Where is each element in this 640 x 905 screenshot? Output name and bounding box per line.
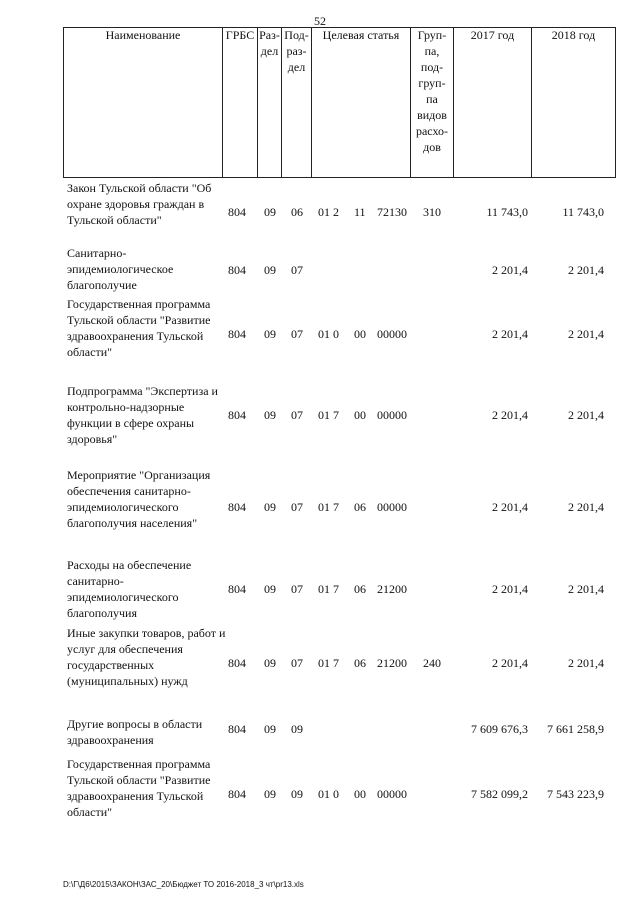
row-name: Санитарно-эпидемиологическое благополучие xyxy=(67,246,174,292)
row-name: Подпрограмма "Экспертиза и контрольно-надзорные функции в сфере охраны здоровья" xyxy=(67,384,218,446)
row-target-program: 01 7 xyxy=(318,408,339,422)
row-podrazdel: 07 xyxy=(291,263,303,277)
row-grbs: 804 xyxy=(228,500,246,514)
row-target-direction: 00000 xyxy=(377,327,407,341)
row-value-2017: 11 743,0 xyxy=(486,205,528,219)
row-value-2017: 7 609 676,3 xyxy=(471,722,528,736)
row-expense-type: 310 xyxy=(423,205,441,219)
row-podrazdel: 09 xyxy=(291,787,303,801)
row-podrazdel: 07 xyxy=(291,408,303,422)
row-podrazdel: 07 xyxy=(291,656,303,670)
row-target-event: 00 xyxy=(354,787,366,801)
file-path-footer: D:\Г\Д6\2015\ЗАКОН\ЗАС_20\Бюджет ТО 2016-2018_3 чт\pr13.xls xyxy=(63,880,304,889)
row-value-2017: 2 201,4 xyxy=(492,263,528,277)
row-grbs: 804 xyxy=(228,205,246,219)
row-value-2018: 2 201,4 xyxy=(568,500,604,514)
row-razdel: 09 xyxy=(264,327,276,341)
row-value-2017: 2 201,4 xyxy=(492,408,528,422)
row-podrazdel: 07 xyxy=(291,327,303,341)
row-value-2018: 2 201,4 xyxy=(568,408,604,422)
row-razdel: 09 xyxy=(264,787,276,801)
row-target-program: 01 7 xyxy=(318,500,339,514)
row-razdel: 09 xyxy=(264,582,276,596)
row-target-direction: 00000 xyxy=(377,787,407,801)
row-name: Мероприятие "Организация обеспечения санитарно-эпидемиологического благополучия населения" xyxy=(67,468,211,530)
row-value-2018: 11 743,0 xyxy=(562,205,604,219)
row-name: Другие вопросы в области здравоохранения xyxy=(67,717,203,747)
row-value-2018: 7 661 258,9 xyxy=(547,722,604,736)
header-2018: 2018 год xyxy=(532,27,616,177)
row-podrazdel: 07 xyxy=(291,500,303,514)
row-value-2018: 2 201,4 xyxy=(568,327,604,341)
row-grbs: 804 xyxy=(228,263,246,277)
row-target-event: 00 xyxy=(354,408,366,422)
header-2017: 2017 год xyxy=(454,27,532,177)
row-target-program: 01 7 xyxy=(318,582,339,596)
row-grbs: 804 xyxy=(228,722,246,736)
row-podrazdel: 07 xyxy=(291,582,303,596)
row-value-2018: 7 543 223,9 xyxy=(547,787,604,801)
row-target-direction: 00000 xyxy=(377,500,407,514)
row-value-2018: 2 201,4 xyxy=(568,263,604,277)
row-grbs: 804 xyxy=(228,787,246,801)
header-target-article: Целевая статья xyxy=(312,27,411,177)
row-value-2018: 2 201,4 xyxy=(568,582,604,596)
header-razdel: Раз- дел xyxy=(258,27,282,177)
row-target-direction: 72130 xyxy=(377,205,407,219)
row-podrazdel: 09 xyxy=(291,722,303,736)
row-value-2018: 2 201,4 xyxy=(568,656,604,670)
row-name: Иные закупки товаров, работ и услуг для обеспечения государственных (муниципальных) нужд xyxy=(67,626,226,688)
row-target-program: 01 0 xyxy=(318,787,339,801)
row-razdel: 09 xyxy=(264,500,276,514)
row-name: Расходы на обеспечение санитарно-эпидемиологического благополучия xyxy=(67,558,192,620)
row-razdel: 09 xyxy=(264,408,276,422)
row-grbs: 804 xyxy=(228,656,246,670)
header-expense-group: Груп- па, под- груп- па видов расхо- дов xyxy=(411,27,454,177)
header-bottom-border xyxy=(63,177,616,178)
row-value-2017: 2 201,4 xyxy=(492,582,528,596)
row-razdel: 09 xyxy=(264,263,276,277)
row-target-direction: 21200 xyxy=(377,582,407,596)
row-target-program: 01 0 xyxy=(318,327,339,341)
row-grbs: 804 xyxy=(228,582,246,596)
row-name: Государственная программа Тульской области "Развитие здравоохранения Тульской области" xyxy=(67,297,211,359)
row-value-2017: 2 201,4 xyxy=(492,656,528,670)
row-value-2017: 2 201,4 xyxy=(492,500,528,514)
row-target-direction: 00000 xyxy=(377,408,407,422)
row-target-program: 01 7 xyxy=(318,656,339,670)
row-razdel: 09 xyxy=(264,205,276,219)
header-name: Наименование xyxy=(63,27,223,177)
row-grbs: 804 xyxy=(228,327,246,341)
row-name: Государственная программа Тульской области "Развитие здравоохранения Тульской области" xyxy=(67,757,211,819)
row-target-event: 11 xyxy=(354,205,366,219)
row-target-event: 06 xyxy=(354,656,366,670)
page-number: 52 xyxy=(314,14,326,28)
row-value-2017: 7 582 099,2 xyxy=(471,787,528,801)
row-expense-type: 240 xyxy=(423,656,441,670)
row-name: Закон Тульской области "Об охране здоровья граждан в Тульской области" xyxy=(67,181,212,227)
row-target-program: 01 2 xyxy=(318,205,339,219)
row-razdel: 09 xyxy=(264,722,276,736)
row-podrazdel: 06 xyxy=(291,205,303,219)
row-grbs: 804 xyxy=(228,408,246,422)
header-grbs: ГРБС xyxy=(223,27,258,177)
header-podrazdel: Под- раз- дел xyxy=(282,27,312,177)
row-target-event: 00 xyxy=(354,327,366,341)
row-value-2017: 2 201,4 xyxy=(492,327,528,341)
row-razdel: 09 xyxy=(264,656,276,670)
row-target-event: 06 xyxy=(354,582,366,596)
row-target-direction: 21200 xyxy=(377,656,407,670)
row-target-event: 06 xyxy=(354,500,366,514)
